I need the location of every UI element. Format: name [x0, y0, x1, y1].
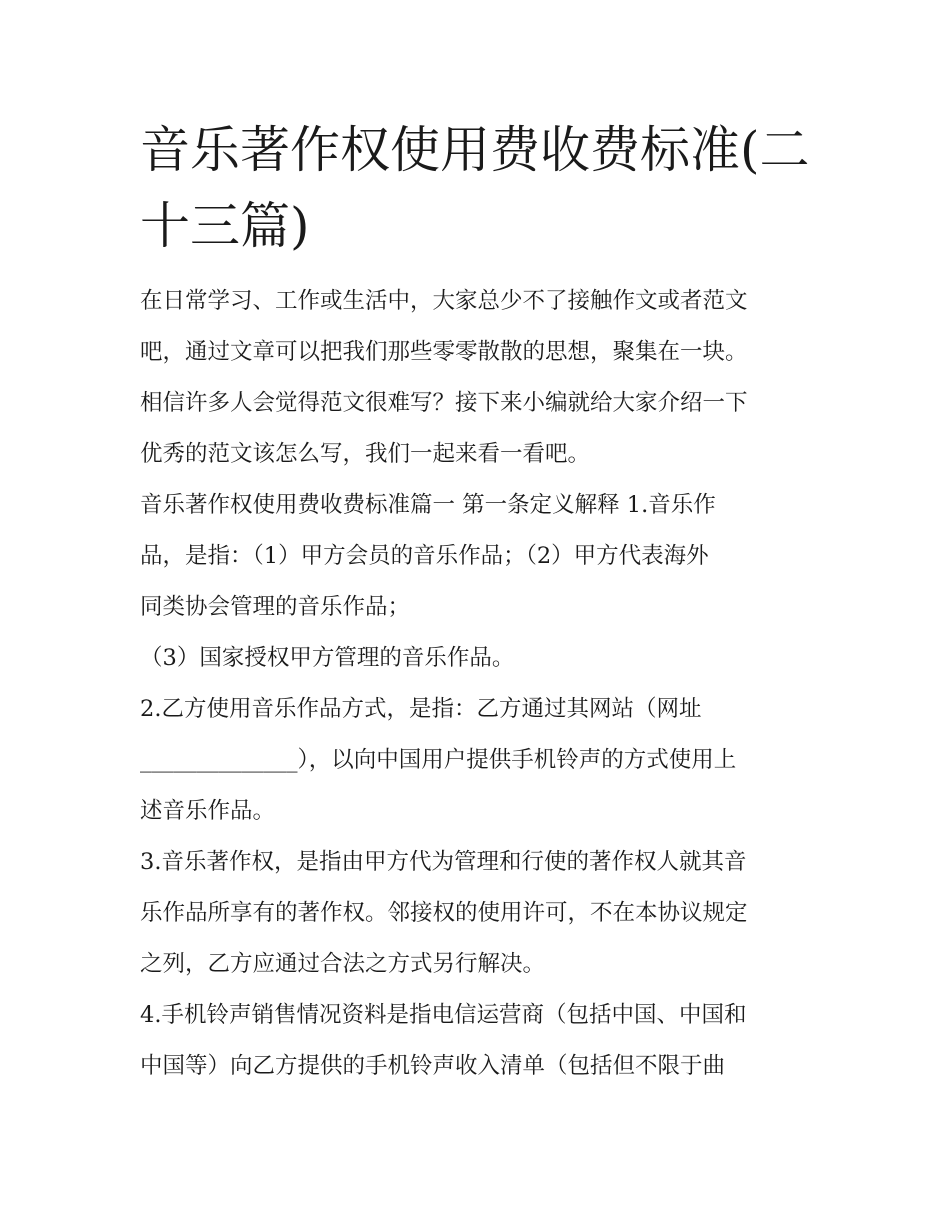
body-line: 之列，乙方应通过合法之方式另行解决。: [140, 951, 546, 977]
body-line: （3）国家授权甲方管理的音乐作品。: [140, 645, 515, 671]
document-title: 音乐著作权使用费收费标准(二十三篇): [140, 121, 810, 255]
body-line: 3.音乐著作权，是指由甲方代为管理和行使的著作权人就其音: [140, 849, 747, 875]
body-line: 吧，通过文章可以把我们那些零零散散的思想，聚集在一块。: [140, 339, 748, 365]
document-body: [140, 276, 820, 1092]
body-line: 在日常学习、工作或生活中，大家总少不了接触作文或者范文: [140, 288, 748, 314]
body-line: 4.手机铃声销售情况资料是指电信运营商（包括中国、中国和: [140, 1002, 747, 1028]
body-line: 优秀的范文该怎么写，我们一起来看一看吧。: [140, 441, 591, 467]
body-line: 同类协会管理的音乐作品；: [140, 594, 411, 620]
body-line: 中国等）向乙方提供的手机铃声收入清单（包括但不限于曲: [140, 1053, 726, 1079]
body-line: 述音乐作品。: [140, 798, 276, 824]
body-line: 乐作品所享有的著作权。邻接权的使用许可，不在本协议规定: [140, 900, 748, 926]
body-line: 品，是指：（1）甲方会员的音乐作品；（2）甲方代表海外: [140, 543, 709, 569]
body-line: 音乐著作权使用费收费标准篇一 第一条定义解释 1.音乐作: [140, 492, 716, 518]
body-line: ______________），以向中国用户提供手机铃声的方式使用上: [140, 747, 737, 773]
body-line: 相信许多人会觉得范文很难写？接下来小编就给大家介绍一下: [140, 390, 748, 416]
body-line: 2.乙方使用音乐作品方式，是指：乙方通过其网站（网址: [140, 696, 702, 722]
